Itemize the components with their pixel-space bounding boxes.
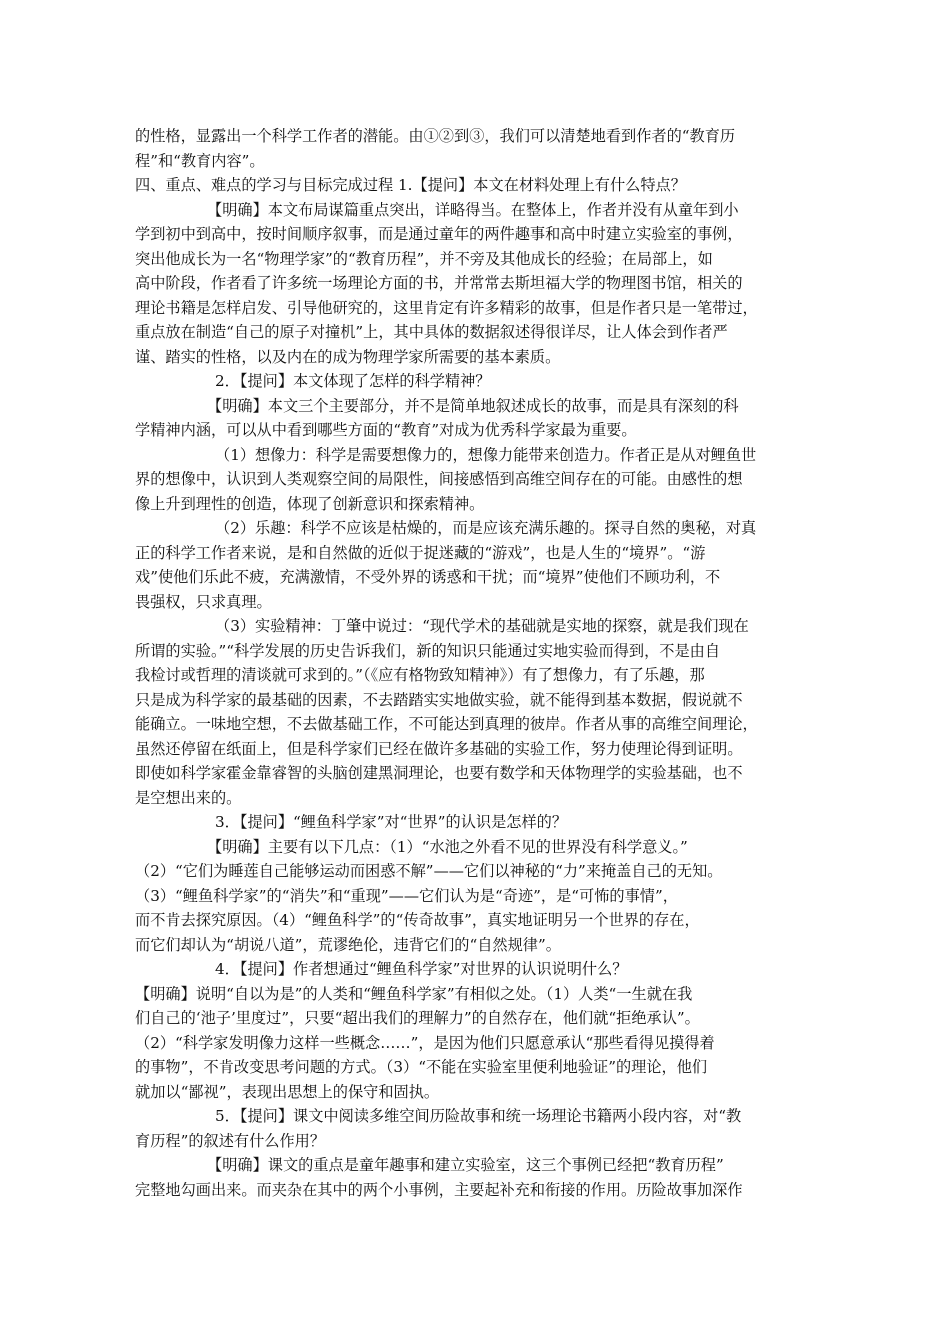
text-line: 【明确】说明“自以为是”的人类和“鲤鱼科学家”有相似之处。（1）人类“一生就在我: [135, 984, 693, 1003]
text-line: 【明确】本文布局谋篇重点突出，详略得当。在整体上，作者并没有从童年到小: [207, 200, 739, 219]
text-line: 就加以“鄙视”，表现出思想上的保守和固执。: [135, 1082, 440, 1101]
question-2: [135, 369, 825, 394]
text-line: 【明确】本文三个主要部分，并不是简单地叙述成长的故事，而是具有深刻的科: [207, 396, 739, 415]
text-line: 重点放在制造“自己的原子对撞机”上，其中具体的数据叙述得很详尽，让人体会到作者严: [135, 323, 728, 341]
text-line: 戏”使他们乐此不疲，充满激情，不受外界的诱惑和干扰；而“境界”使他们不顾功利，不: [135, 568, 721, 586]
text-line: 是空想出来的。: [135, 788, 242, 807]
text-line: （1）想像力：科学是需要想像力的，想像力能带来创造力。作者正是从对鲤鱼世: [215, 445, 757, 464]
text-line: 程”和“教育内容”。: [135, 151, 265, 170]
text-line: （3）实验精神：丁肇中说过：“现代学术的基础就是实地的探察，就是我们现在: [215, 617, 749, 635]
text-line: 高中阶段，作者看了许多统一场理论方面的书，并常常去斯坦福大学的物理图书馆，相关的: [135, 274, 743, 292]
text-line: 2．【提问】本文体现了怎样的科学精神？: [215, 372, 491, 390]
answer-1: [135, 198, 825, 370]
paragraph-1: [135, 124, 825, 173]
text-line: 能确立。一味地空想，不去做基础工作，不可能达到真理的彼岸。作者从事的高维空间理论，: [135, 715, 758, 733]
question-5: [135, 1104, 825, 1153]
text-line: 学到初中到高中，按时间顺序叙事，而是通过童年的两件趣事和高中时建立实验室的事例，: [135, 225, 743, 243]
point-imagination: [135, 443, 825, 517]
point-fun: [135, 516, 825, 614]
text-line: 【明确】课文的重点是童年趣事和建立实验室，这三个事例已经把“教育历程”: [207, 1156, 724, 1174]
text-line: 们自己的‘池子’里度过”，只要“超出我们的理解力”的自然存在，他们就“拒绝承认”。: [135, 1009, 700, 1027]
text-line: 谨、踏实的性格，以及内在的成为物理学家所需要的基本素质。: [135, 347, 561, 366]
text-line: 5．【提问】课文中阅读多维空间历险故事和统一场理论书籍两小段内容，对“教: [215, 1107, 742, 1125]
text-line: 育历程”的叙述有什么作用？: [135, 1131, 326, 1150]
text-line: 学精神内涵，可以从中看到哪些方面的“教育”对成为优秀科学家最为重要。: [135, 421, 637, 439]
point-experiment: [135, 614, 825, 810]
text-line: 所谓的实验。”“科学发展的历史告诉我们，新的知识只能通过实地实验而得到，不是由自: [135, 641, 721, 660]
text-line: 而它们却认为“胡说八道”，荒谬绝伦，违背它们的“自然规律”。: [135, 935, 561, 954]
text-line: （2）“科学家发明像力这样一些概念……”，是因为他们只愿意承认“那些看得见摸得着: [135, 1033, 715, 1052]
text-line: 理论书籍是怎样启发、引导他研究的，这里肯定有许多精彩的故事，但是作者只是一笔带过，: [135, 298, 758, 317]
text-line: 3．【提问】“鲤鱼科学家”对“世界”的认识是怎样的？: [215, 813, 568, 831]
text-line: 即使如科学家霍金靠睿智的头脑创建黑洞理论，也要有数学和天体物理学的实验基础，也不: [135, 764, 743, 782]
text-line: 的性格，显露出一个科学工作者的潜能。由①②到③，我们可以清楚地看到作者的“教育历: [135, 127, 736, 145]
text-line: 4．【提问】作者想通过“鲤鱼科学家”对世界的认识说明什么？: [215, 960, 628, 978]
text-line: 的事物”，不肯改变思考问题的方式。（3）“不能在实验室里便利地验证”的理论，他们: [135, 1058, 708, 1076]
text-line: （3）“鲤鱼科学家”的“消失”和“重现”——它们认为是“奇迹”，是“可怖的事情”，: [135, 886, 678, 905]
text-line: 正的科学工作者来说，是和自然做的近似于捉迷藏的“游戏”，也是人生的“境界”。“游: [135, 543, 706, 562]
question-4: [135, 957, 825, 982]
text-line: 像上升到理性的创造，体现了创新意识和探索精神。: [135, 494, 485, 513]
section-heading: [135, 173, 825, 198]
answer-3: [135, 835, 825, 958]
text-line: 突出他成长为一名“物理学家”的“教育历程”，并不旁及其他成长的经验；在局部上，如: [135, 249, 713, 268]
text-line: （2）乐趣：科学不应该是枯燥的，而是应该充满乐趣的。探寻自然的奥秘，对真: [215, 519, 757, 537]
text-line: 只是成为科学家的最基础的因素，不去踏踏实实地做实验，就不能得到基本数据，假说就不: [135, 690, 743, 709]
document-body: [135, 124, 825, 1202]
text-line: 而不肯去探究原因。（4）“鲤鱼科学”的“传奇故事”，真实地证明另一个世界的存在，: [135, 911, 700, 929]
text-line: 完整地勾画出来。而夹杂在其中的两个小事例，主要起补充和衔接的作用。历险故事加深作: [135, 1180, 743, 1199]
text-line: 【明确】主要有以下几点：（1）“水池之外看不见的世界没有科学意义。”: [207, 837, 688, 856]
answer-5: [135, 1153, 825, 1202]
question-3: [135, 810, 825, 835]
answer-4: [135, 982, 825, 1105]
text-line: 畏强权，只求真理。: [135, 592, 272, 611]
text-line: 界的想像中，认识到人类观察空间的局限性，间接感悟到高维空间存在的可能。由感性的想: [135, 470, 743, 488]
text-line: 我检讨或哲理的清谈就可求到的。”（《应有格物致知精神》）有了想像力，有了乐趣，那: [135, 666, 705, 684]
text-line: 四、重点、难点的学习与目标完成过程 1.【提问】本文在材料处理上有什么特点？: [135, 176, 686, 194]
answer-2: [135, 394, 825, 443]
text-line: （2）“它们为睡莲自己能够运动而困惑不解”——它们以神秘的“力”来掩盖自己的无知。: [135, 862, 723, 880]
text-line: 虽然还停留在纸面上，但是科学家们已经在做许多基础的实验工作，努力使理论得到证明。: [135, 739, 743, 758]
